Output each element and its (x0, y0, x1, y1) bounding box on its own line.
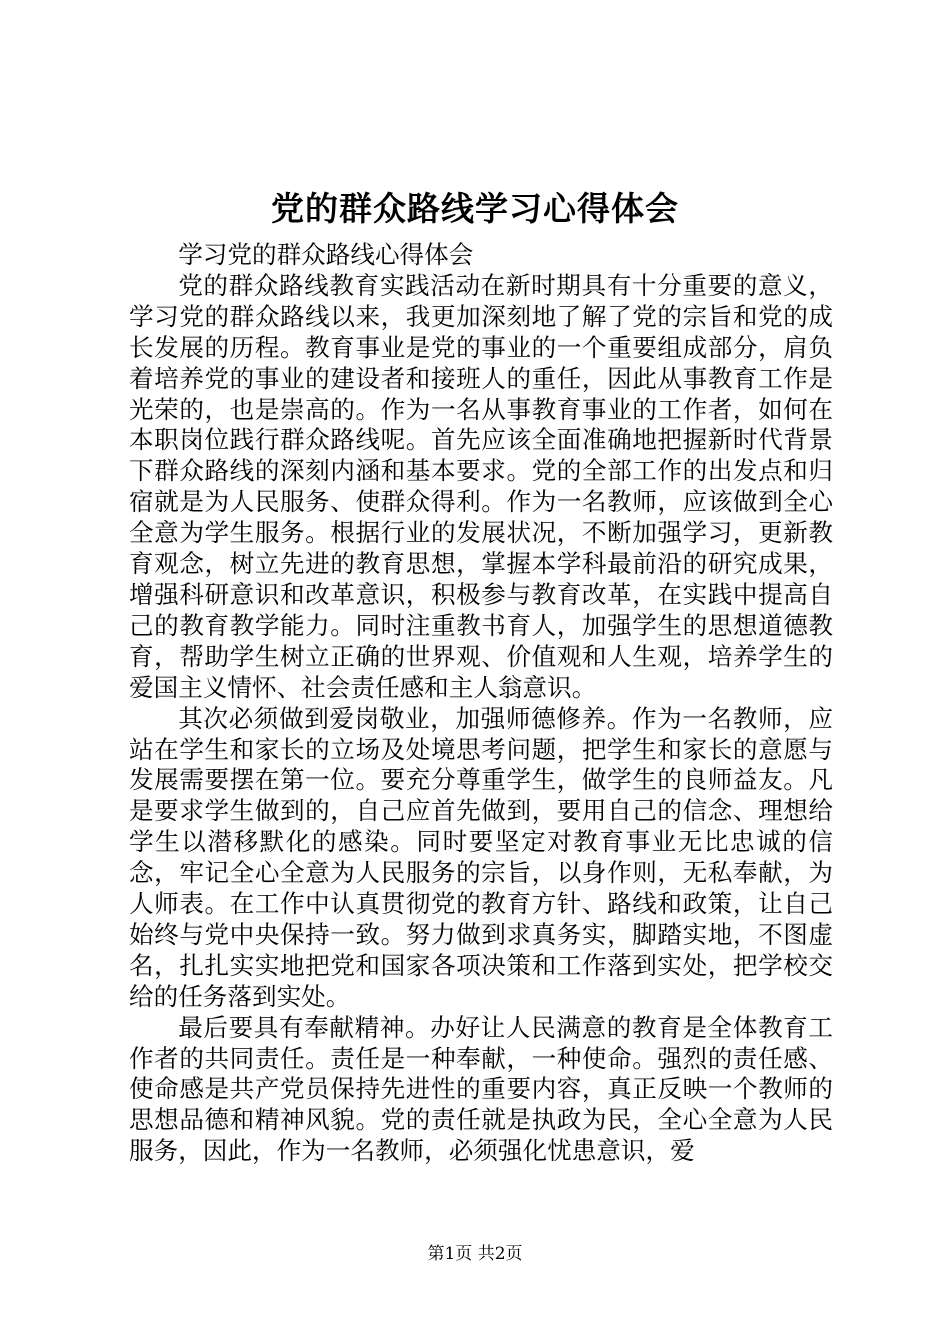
body-paragraph: 最后要具有奉献精神。办好让人民满意的教育是全体教育工作者的共同责任。责任是一种奉献，一种使命。强烈的责任感、使命感是共产党员保持先进性的重要内容，真正反映一个教师的思想品德和精神风貌。党的责任就是执政为民，全心全意为人民服务，因此，作为一名教师，必须强化忧患意识，爱 (129, 1012, 833, 1166)
body-paragraph: 其次必须做到爱岗敬业，加强师德修养。作为一名教师，应站在学生和家长的立场及处境思考问题，把学生和家长的意愿与发展需要摆在第一位。要充分尊重学生，做学生的良师益友。凡是要求学生做到的，自己应首先做到，要用自己的信念、理想给学生以潜移默化的感染。同时要坚定对教育事业无比忠诚的信念，牢记全心全意为人民服务的宗旨，以身作则，无私奉献，为人师表。在工作中认真贯彻党的教育方针、路线和政策，让自己始终与党中央保持一致。努力做到求真务实，脚踏实地，不图虚名，扎扎实实地把党和国家各项决策和工作落到实处，把学校交给的任务落到实处。 (129, 703, 833, 1011)
subtitle-paragraph: 学习党的群众路线心得体会 (178, 240, 474, 269)
document-body (129, 240, 833, 1167)
document-title: 党的群众路线学习心得体会 (271, 189, 679, 228)
body-paragraph: 党的群众路线教育实践活动在新时期具有十分重要的意义，学习党的群众路线以来，我更加深刻地了解了党的宗旨和党的成长发展的历程。教育事业是党的事业的一个重要组成部分，肩负着培养党的事业的建设者和接班人的重任，因此从事教育工作是光荣的，也是崇高的。作为一名从事教育事业的工作者，如何在本职岗位践行群众路线呢。首先应该全面准确地把握新时代背景下群众路线的深刻内涵和基本要求。党的全部工作的出发点和归宿就是为人民服务、使群众得利。作为一名教师，应该做到全心全意为学生服务。根据行业的发展状况，不断加强学习，更新教育观念，树立先进的教育思想，掌握本学科最前沿的研究成果，增强科研意识和改革意识，积极参与教育改革，在实践中提高自己的教育教学能力。同时注重教书育人，加强学生的思想道德教育，帮助学生树立正确的世界观、价值观和人生观，培养学生的爱国主义情怀、社会责任感和主人翁意识。 (129, 270, 833, 702)
page-number-footer: 第1页 共2页 (427, 1244, 523, 1264)
